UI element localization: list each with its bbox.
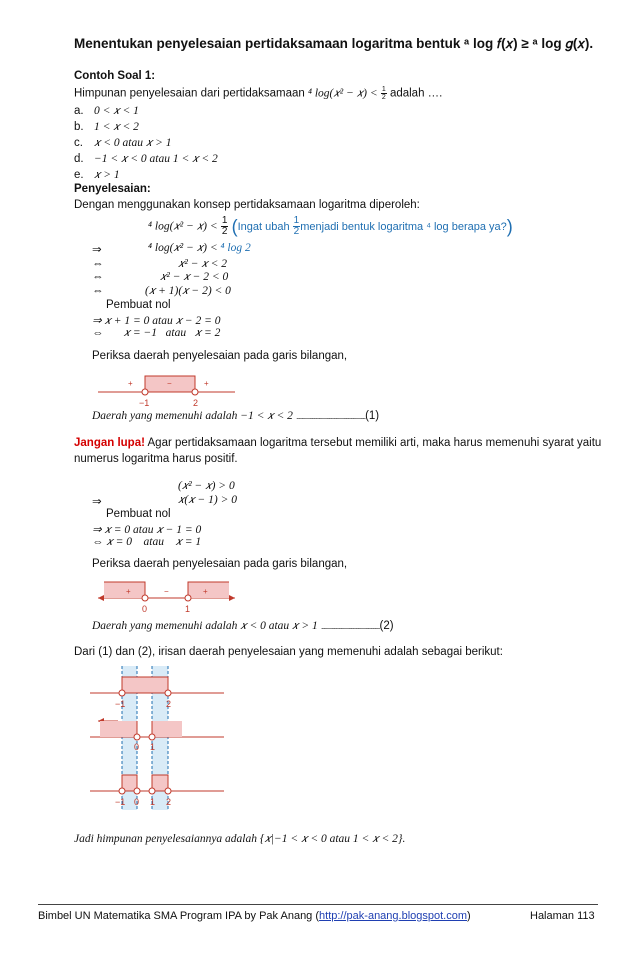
open-point bbox=[185, 595, 191, 601]
step-1 bbox=[92, 242, 102, 256]
open-point bbox=[142, 389, 148, 395]
option-text: 1 < 𝑥 < 2 bbox=[94, 121, 139, 133]
step-4-expression: (𝑥 + 1)(𝑥 − 2) < 0 bbox=[145, 285, 231, 297]
sign-plus-left: + bbox=[126, 587, 131, 596]
open-point bbox=[165, 788, 171, 794]
fraction-denominator: 2 bbox=[381, 94, 386, 101]
solution-heading: Penyelesaian: bbox=[74, 183, 151, 195]
question-fraction bbox=[381, 86, 387, 101]
question-text bbox=[74, 86, 442, 101]
option-a bbox=[74, 103, 218, 119]
fraction-denominator: 2 bbox=[293, 226, 300, 238]
conclusion bbox=[74, 833, 405, 846]
fraction-numerator: 1 bbox=[221, 215, 228, 226]
open-point bbox=[149, 788, 155, 794]
step-symbol: ⇔ bbox=[92, 271, 104, 283]
step-expression: ⁴ log(𝑥² − 𝑥) < bbox=[148, 242, 218, 254]
open-point bbox=[192, 389, 198, 395]
fraction-numerator: 1 bbox=[293, 215, 300, 227]
zero-maker-line-2: ⇔ 𝑥 = −1 atau 𝑥 = 2 bbox=[92, 327, 221, 339]
tick-label: 2 bbox=[166, 797, 172, 807]
tick-label: 1 bbox=[185, 604, 191, 614]
option-list bbox=[74, 103, 218, 183]
reminder-label: Jangan lupa! bbox=[74, 437, 145, 449]
tick-label: −1 bbox=[115, 699, 126, 709]
sign-plus-right: + bbox=[204, 379, 209, 388]
result-2-text: Daerah yang memenuhi adalah 𝑥 < 0 atau 𝑥 > 1 bbox=[92, 620, 318, 632]
leader-dots: .............................................................. bbox=[320, 624, 380, 631]
hint-note: (Ingat ubah $\frac{1}{2}$ menjadi bentuk logaritma ⁴ log berapa ya?) bbox=[231, 215, 513, 238]
tick-label: 0 bbox=[134, 797, 140, 807]
option-text: 𝑥 < 0 atau 𝑥 > 1 bbox=[94, 137, 172, 149]
arrow-left-icon bbox=[98, 595, 104, 601]
sign-plus-left: + bbox=[128, 379, 133, 388]
option-text: 0 < 𝑥 < 1 bbox=[94, 105, 139, 117]
reminder-line-1 bbox=[74, 437, 601, 449]
footer-close: ) bbox=[467, 910, 471, 922]
step-symbol: ⇒ bbox=[92, 244, 102, 256]
fraction-denominator: 2 bbox=[221, 226, 228, 237]
tick-label: 1 bbox=[150, 742, 156, 752]
step-expression: ⁴ log(𝑥² − 𝑥) < bbox=[148, 220, 218, 233]
footer bbox=[38, 910, 471, 922]
question-expression: ⁴ log(𝑥² − 𝑥) < bbox=[307, 87, 378, 100]
condition-line-2: 𝑥(𝑥 − 1) > 0 bbox=[178, 494, 237, 506]
sign-plus-right: + bbox=[203, 587, 208, 596]
result-1 bbox=[92, 410, 379, 423]
step-initial bbox=[148, 216, 513, 237]
open-point bbox=[165, 690, 171, 696]
open-point bbox=[119, 690, 125, 696]
zero-maker-line-1: ⇒ 𝑥 + 1 = 0 atau 𝑥 − 2 = 0 bbox=[92, 315, 221, 327]
footer-text: Bimbel UN Matematika SMA Program IPA by Pak Anang ( bbox=[38, 910, 320, 922]
number-line-1 bbox=[90, 372, 240, 412]
intersection-diagram bbox=[88, 664, 228, 814]
sign-minus: − bbox=[167, 379, 172, 388]
open-point bbox=[119, 788, 125, 794]
page-title: Menentukan penyelesaian pertidaksamaan logaritma bentuk ᵃ log 𝑓(𝑥) ≥ ᵃ log 𝑔(𝑥). bbox=[74, 36, 594, 51]
question-prefix: Himpunan penyelesaian dari pertidaksamaan bbox=[74, 87, 305, 100]
hint-prefix: Ingat ubah bbox=[237, 220, 290, 233]
option-c bbox=[74, 135, 218, 151]
step-3-expression: 𝑥² − 𝑥 − 2 < 0 bbox=[160, 271, 229, 283]
leader-dots: ......................................................................... bbox=[296, 414, 366, 421]
option-letter: b. bbox=[74, 121, 84, 133]
step-blue-term: ⁴ log 2 bbox=[220, 242, 251, 254]
step-3 bbox=[92, 271, 104, 283]
check-number-line-text-2: Periksa daerah penyelesaian pada garis bilangan, bbox=[92, 558, 348, 570]
option-b bbox=[74, 119, 218, 135]
option-letter: e. bbox=[74, 169, 84, 181]
region-right bbox=[188, 582, 229, 598]
option-letter: d. bbox=[74, 153, 84, 165]
option-letter: a. bbox=[74, 105, 84, 117]
result-2 bbox=[92, 620, 394, 633]
result-1-number: (1) bbox=[365, 410, 380, 422]
example-heading: Contoh Soal 1: bbox=[74, 70, 156, 82]
reminder-text: Agar pertidaksamaan logaritma tersebut memiliki arti, maka harus memenuhi syarat yaitu bbox=[147, 437, 602, 449]
region-left bbox=[104, 582, 145, 598]
open-point bbox=[134, 734, 140, 740]
zero-maker-label-2: Pembuat nol bbox=[106, 508, 171, 520]
option-text: 𝑥 > 1 bbox=[94, 169, 120, 181]
region-left bbox=[100, 721, 137, 737]
step-2-expression: 𝑥² − 𝑥 < 2 bbox=[178, 258, 228, 270]
fraction-numerator: 1 bbox=[381, 86, 386, 93]
result-1-text: Daerah yang memenuhi adalah −1 < 𝑥 < 2 bbox=[92, 410, 293, 422]
page-number: Halaman 113 bbox=[530, 910, 595, 922]
footer-link[interactable]: http://pak-anang.blogspot.com bbox=[319, 910, 468, 922]
tick-label: −1 bbox=[139, 398, 150, 408]
step-fraction bbox=[221, 216, 229, 237]
conclusion-text: Jadi himpunan penyelesaiannya adalah {𝑥|−1 < 𝑥 < 0 atau 1 < 𝑥 < 2}. bbox=[74, 833, 406, 845]
step-4 bbox=[92, 285, 104, 297]
region-highlight bbox=[122, 677, 168, 693]
reminder-line-2: numerus logaritma harus positif. bbox=[74, 453, 238, 465]
open-point bbox=[134, 788, 140, 794]
zero-maker-label: Pembuat nol bbox=[106, 299, 171, 311]
sign-minus: − bbox=[164, 587, 169, 596]
step-symbol: ⇔ bbox=[92, 258, 104, 270]
zero-maker-2-line-2: ⇔ 𝑥 = 0 atau 𝑥 = 1 bbox=[92, 536, 202, 548]
region-right bbox=[152, 721, 182, 737]
tick-label: 2 bbox=[166, 699, 172, 709]
check-number-line-text: Periksa daerah penyelesaian pada garis bilangan, bbox=[92, 350, 348, 362]
zero-maker-2-line-1: ⇒ 𝑥 = 0 atau 𝑥 − 1 = 0 bbox=[92, 524, 202, 536]
result-2-number: (2) bbox=[379, 620, 394, 632]
tick-label: 1 bbox=[150, 797, 156, 807]
condition-symbol: ⇒ bbox=[92, 496, 102, 508]
condition-line-1: (𝑥² − 𝑥) > 0 bbox=[178, 480, 235, 492]
tick-label: −1 bbox=[115, 797, 126, 807]
option-letter: c. bbox=[74, 137, 83, 149]
tick-label: 0 bbox=[142, 604, 148, 614]
step-1-expression bbox=[148, 242, 251, 255]
intersection-text: Dari (1) dan (2), irisan daerah penyelesaian yang memenuhi adalah sebagai berikut: bbox=[74, 646, 503, 658]
tick-label: 0 bbox=[134, 742, 140, 752]
question-suffix: adalah …. bbox=[389, 87, 443, 100]
arrow-right-icon bbox=[229, 595, 235, 601]
tick-label: 2 bbox=[193, 398, 199, 408]
open-point bbox=[149, 734, 155, 740]
solution-intro: Dengan menggunakan konsep pertidaksamaan logaritma diperoleh: bbox=[74, 199, 420, 211]
option-d bbox=[74, 151, 218, 167]
hint-suffix: menjadi bentuk logaritma ⁴ log berapa ya? bbox=[300, 220, 507, 233]
option-e bbox=[74, 167, 218, 183]
step-2 bbox=[92, 258, 104, 270]
option-text: −1 < 𝑥 < 0 atau 1 < 𝑥 < 2 bbox=[94, 153, 218, 165]
open-point bbox=[142, 595, 148, 601]
footer-divider bbox=[38, 904, 598, 905]
number-line-2 bbox=[90, 578, 240, 618]
step-symbol: ⇔ bbox=[92, 285, 104, 297]
